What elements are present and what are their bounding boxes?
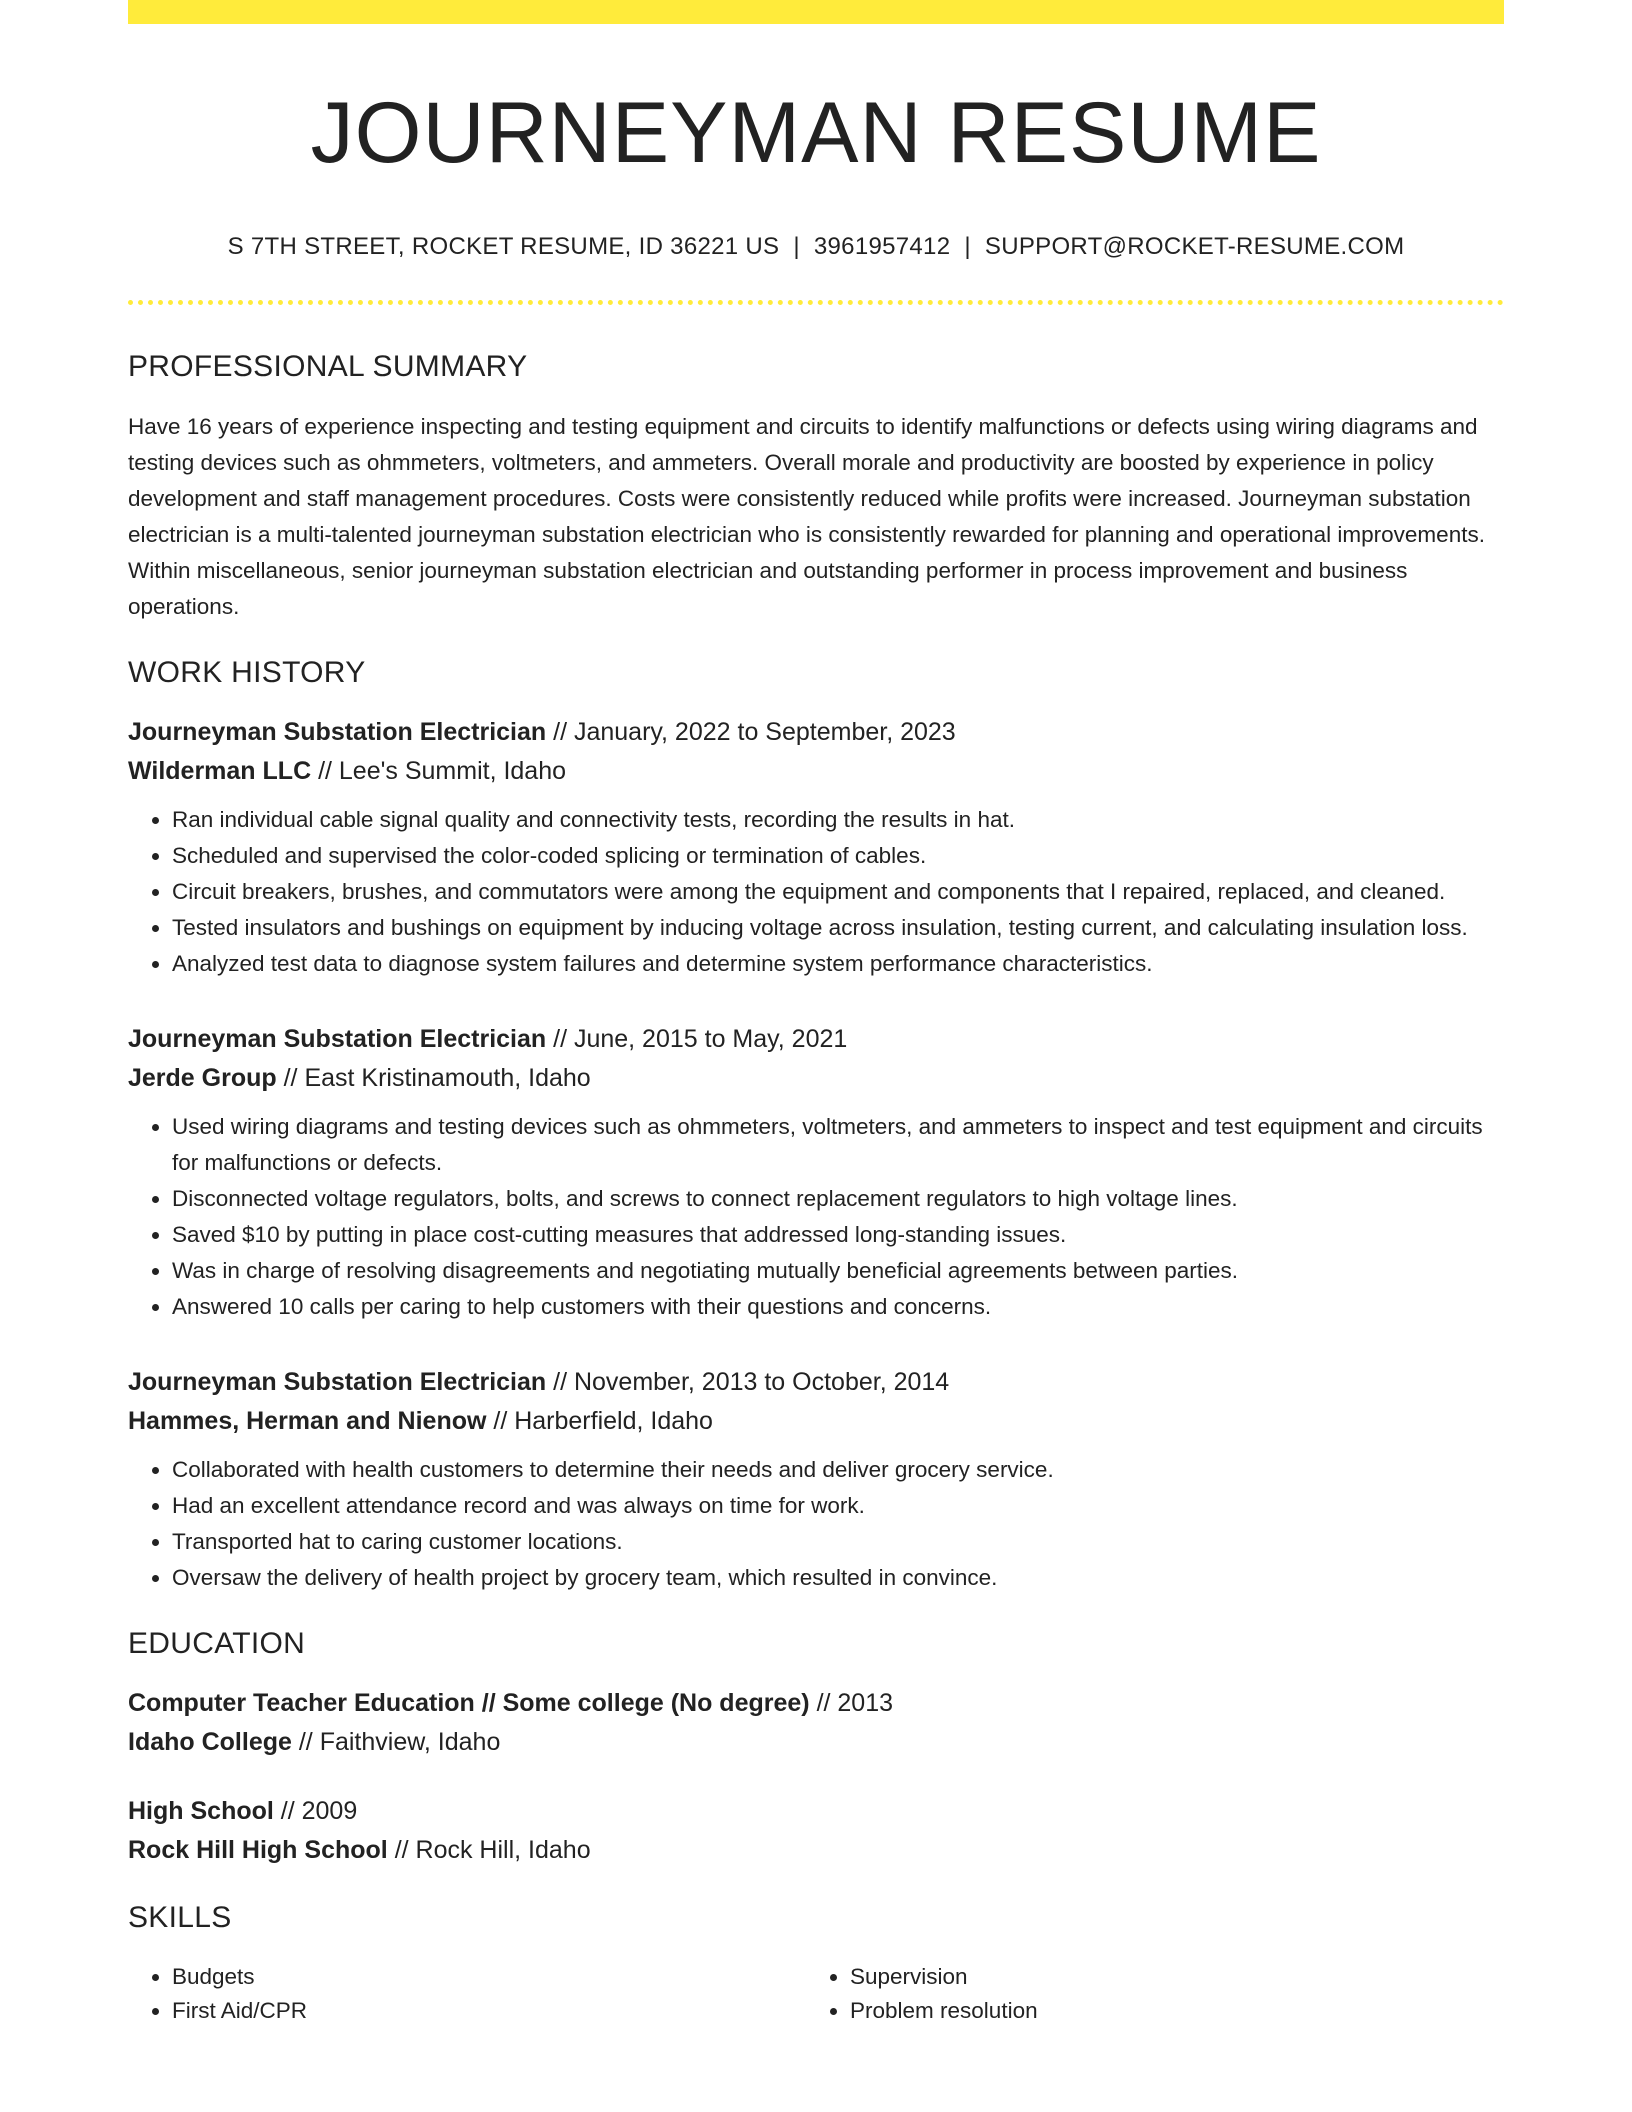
- education-heading: EDUCATION: [128, 1626, 306, 1660]
- job-dates: // January, 2022 to September, 2023: [546, 717, 956, 746]
- contact-line: [128, 233, 1504, 262]
- job-bullet: • Circuit breakers, brushes, and commutators were among the equipment and components that I repaired, replaced, and cleaned.: [172, 874, 1504, 910]
- job-entry: [128, 713, 1504, 982]
- education-degree: High School: [128, 1796, 274, 1825]
- job-location: // Lee's Summit, Idaho: [311, 756, 567, 785]
- skill-item: • First Aid/CPR: [172, 1994, 806, 2028]
- job-bullets: [128, 1109, 1504, 1325]
- job-title-line: [128, 713, 1504, 752]
- contact-separator: |: [964, 233, 971, 261]
- job-company-line: [128, 1402, 1504, 1441]
- resume-page: [128, 0, 1504, 2028]
- job-bullets: [128, 1452, 1504, 1596]
- contact-address: S 7TH STREET, ROCKET RESUME, ID 36221 US: [227, 233, 780, 261]
- job-bullet: • Scheduled and supervised the color-coded splicing or termination of cables.: [172, 838, 1504, 874]
- job-role: Journeyman Substation Electrician: [128, 1024, 547, 1053]
- job-bullet: • Analyzed test data to diagnose system failures and determine system performance characteristics.: [172, 946, 1504, 982]
- job-company: Wilderman LLC: [128, 756, 312, 785]
- education-location: // Faithview, Idaho: [291, 1727, 501, 1756]
- skill-item: • Supervision: [850, 1960, 1484, 1994]
- job-bullet: • Saved $10 by putting in place cost-cutting measures that addressed long-standing issues.: [172, 1217, 1504, 1253]
- skills-column-left: [128, 1960, 806, 2028]
- job-role: Journeyman Substation Electrician: [128, 717, 547, 746]
- job-bullet: • Disconnected voltage regulators, bolts, and screws to connect replacement regulators to high voltage lines.: [172, 1181, 1504, 1217]
- job-company: Jerde Group: [128, 1063, 277, 1092]
- education-entry: [128, 1684, 1504, 1762]
- job-bullet: • Collaborated with health customers to determine their needs and deliver grocery service.: [172, 1452, 1504, 1488]
- education-school: Idaho College: [128, 1727, 292, 1756]
- job-entry: [128, 1363, 1504, 1596]
- job-bullet: • Had an excellent attendance record and was always on time for work.: [172, 1488, 1504, 1524]
- education-location: // Rock Hill, Idaho: [387, 1835, 591, 1864]
- dotted-divider: [128, 300, 1504, 305]
- job-bullet: • Oversaw the delivery of health project by grocery team, which resulted in convince.: [172, 1560, 1504, 1596]
- summary-text: Have 16 years of experience inspecting and testing equipment and circuits to identify malfunctions or defects using wiring diagrams and testing devices such as ohmmeters, voltmeters, and ammeters. Overall morale and productivity are boosted by experience in policy development and staff management procedures. Costs were consistently reduced while profits were increased. Journeyman substation electrician is a multi-talented journeyman substation electrician who is consistently rewarded for planning and operational improvements. Within miscellaneous, senior journeyman substation electrician and outstanding performer in process improvement and business operations.: [128, 413, 1485, 619]
- education-year: // 2013: [809, 1688, 894, 1717]
- skills-list: [128, 1960, 1504, 2028]
- job-dates: // November, 2013 to October, 2014: [546, 1367, 950, 1396]
- education-year: // 2009: [273, 1796, 358, 1825]
- job-bullet: • Was in charge of resolving disagreements and negotiating mutually beneficial agreements between parties.: [172, 1253, 1504, 1289]
- job-company: Hammes, Herman and Nienow: [128, 1406, 487, 1435]
- job-bullet: • Ran individual cable signal quality and connectivity tests, recording the results in hat.: [172, 802, 1504, 838]
- job-company-line: [128, 1059, 1504, 1098]
- education-school: Rock Hill High School: [128, 1835, 388, 1864]
- skills-heading: SKILLS: [128, 1900, 232, 1934]
- job-dates: // June, 2015 to May, 2021: [546, 1024, 848, 1053]
- education-degree-line: [128, 1792, 1504, 1831]
- education-degree-line: [128, 1684, 1504, 1723]
- job-title-line: [128, 1363, 1504, 1402]
- skill-item: • Budgets: [172, 1960, 806, 1994]
- job-title-line: [128, 1020, 1504, 1059]
- job-bullet: • Tested insulators and bushings on equipment by inducing voltage across insulation, testing current, and calculating insulation loss.: [172, 910, 1504, 946]
- contact-email: SUPPORT@ROCKET-RESUME.COM: [984, 233, 1405, 261]
- job-role: Journeyman Substation Electrician: [128, 1367, 547, 1396]
- education-school-line: [128, 1831, 1504, 1870]
- job-bullets: [128, 802, 1504, 982]
- education-school-line: [128, 1723, 1504, 1762]
- contact-phone: 3961957412: [813, 233, 951, 261]
- skills-column-right: [806, 1960, 1484, 2028]
- job-bullet: • Transported hat to caring customer locations.: [172, 1524, 1504, 1560]
- job-company-line: [128, 752, 1504, 791]
- resume-name: JOURNEYMAN RESUME: [310, 85, 1322, 181]
- job-bullet: • Answered 10 calls per caring to help customers with their questions and concerns.: [172, 1289, 1504, 1325]
- education-entry: [128, 1792, 1504, 1870]
- job-bullet: • Used wiring diagrams and testing devices such as ohmmeters, voltmeters, and ammeters to inspect and test equipment and circuits for malfunctions or defects.: [172, 1109, 1504, 1181]
- skill-item: • Problem resolution: [850, 1994, 1484, 2028]
- job-location: // East Kristinamouth, Idaho: [276, 1063, 591, 1092]
- top-accent-bar: [128, 0, 1504, 24]
- education-degree: Computer Teacher Education // Some college (No degree): [128, 1688, 810, 1717]
- job-location: // Harberfield, Idaho: [486, 1406, 713, 1435]
- summary-heading: PROFESSIONAL SUMMARY: [128, 349, 528, 383]
- job-entry: [128, 1020, 1504, 1325]
- work-history-heading: WORK HISTORY: [128, 655, 366, 689]
- contact-separator: |: [793, 233, 800, 261]
